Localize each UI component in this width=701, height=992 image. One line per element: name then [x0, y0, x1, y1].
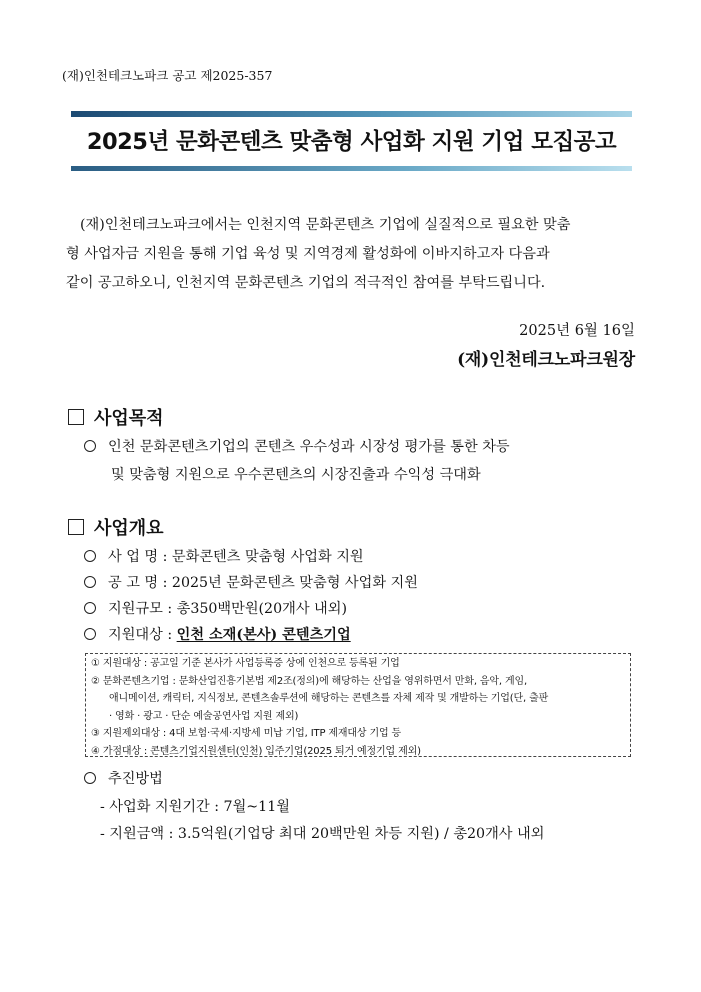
- intro-line: 형 사업자금 지원을 통해 기업 육성 및 지역경제 활성화에 이바지하고자 다음과: [66, 246, 550, 262]
- square-bullet-icon: [68, 409, 84, 425]
- note-line: ② 문화콘텐츠기업 : 문화산업진흥기본법 제2조(정의)에 해당하는 산업을 영위하면서 만화, 음악, 게임,: [91, 675, 528, 687]
- circle-bullet-icon: [84, 628, 96, 640]
- intro-paragraph: [66, 211, 636, 298]
- circle-bullet-icon: [84, 576, 96, 588]
- overview-item-method: [84, 768, 163, 788]
- note-line: ① 지원대상 : 공고일 기준 본사가 사업등록증 상에 인천으로 등록된 기업: [91, 658, 400, 669]
- section-heading-text: 사업개요: [94, 518, 164, 539]
- overview-item-scale: [84, 598, 347, 618]
- title-bottom-rule: [71, 166, 632, 171]
- purpose-text-line: 인천 문화콘텐츠기업의 콘텐츠 우수성과 시장성 평가를 통한 차등: [108, 439, 510, 455]
- target-label: 지원대상 :: [108, 627, 177, 643]
- method-amount: - 지원금액 : 3.5억원(기업당 최대 20백만원 차등 지원) / 총20개사 내외: [100, 826, 545, 842]
- section-heading-overview: [68, 514, 164, 540]
- note-line: ③ 지원제외대상 : 4대 보험·국세·지방세 미납 기업, ITP 제재대상 기업 등: [91, 728, 402, 739]
- circle-bullet-icon: [84, 440, 96, 452]
- intro-line: (재)인천테크노파크에서는 인천지역 문화콘텐츠 기업에 실질적으로 필요한 맞춤: [80, 217, 571, 233]
- purpose-text-continuation: 및 맞춤형 지원으로 우수콘텐츠의 시장진출과 수익성 극대화: [111, 467, 481, 483]
- purpose-bullet: [84, 436, 510, 456]
- overview-item-notice-name: [84, 572, 418, 592]
- overview-item-target: [84, 624, 351, 644]
- overview-item-text: 공 고 명 : 2025년 문화콘텐츠 맞춤형 사업화 지원: [108, 575, 418, 591]
- issuer-name: (재)인천테크노파크원장: [457, 350, 635, 370]
- note-line: · 영화 · 광고 · 단순 예술공연사업 지원 제외): [109, 710, 299, 722]
- target-value: 인천 소재(본사) 콘텐츠기업: [176, 627, 351, 643]
- announcement-date: 2025년 6월 16일: [519, 323, 635, 339]
- page-title: 2025년 문화콘텐츠 맞춤형 사업화 지원 기업 모집공고: [86, 129, 617, 155]
- overview-item-text: 지원규모 : 총350백만원(20개사 내외): [108, 601, 347, 617]
- circle-bullet-icon: [84, 772, 96, 784]
- eligibility-notes-box: [85, 653, 631, 757]
- note-line: ④ 가점대상 : 콘텐츠기업지원센터(인천) 입주기업(2025 퇴거 예정기업 제외): [91, 745, 421, 757]
- overview-item-project-name: [84, 546, 364, 566]
- note-line: 애니메이션, 캐릭터, 지식정보, 콘텐츠솔루션에 해당하는 콘텐츠를 자체 제작 및 개발하는 기업(단, 출판: [109, 693, 549, 704]
- document-number: (재)인천테크노파크 공고 제2025-357: [62, 68, 273, 83]
- square-bullet-icon: [68, 519, 84, 535]
- section-heading-purpose: [68, 404, 164, 430]
- intro-line: 같이 공고하오니, 인천지역 문화콘텐츠 기업의 적극적인 참여를 부탁드립니다.: [66, 275, 546, 291]
- title-top-rule: [71, 111, 632, 117]
- method-label: 추진방법: [108, 771, 163, 787]
- circle-bullet-icon: [84, 602, 96, 614]
- section-heading-text: 사업목적: [94, 408, 164, 429]
- circle-bullet-icon: [84, 550, 96, 562]
- method-period: - 사업화 지원기간 : 7월~11월: [100, 799, 290, 815]
- overview-item-text: 사 업 명 : 문화콘텐츠 맞춤형 사업화 지원: [108, 549, 364, 565]
